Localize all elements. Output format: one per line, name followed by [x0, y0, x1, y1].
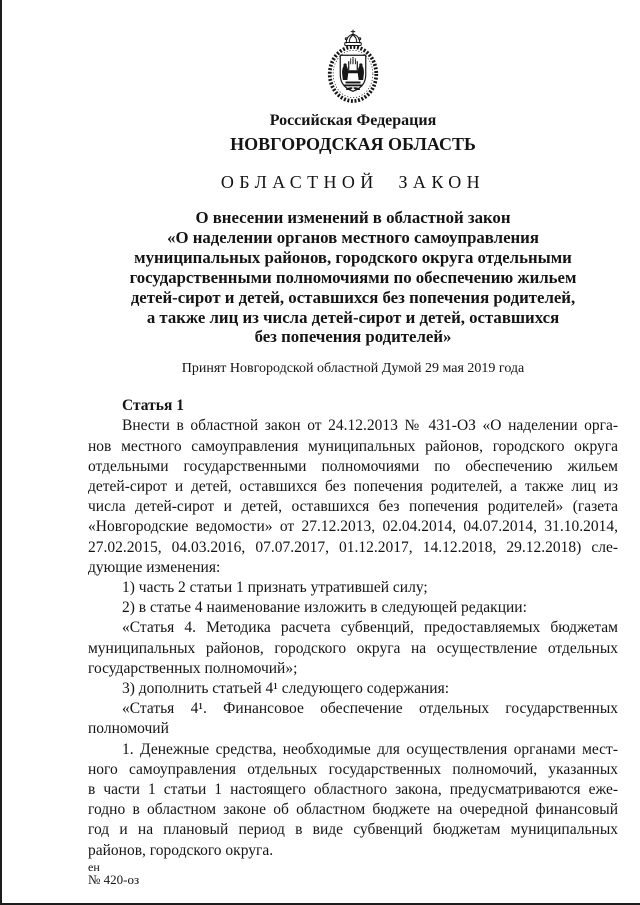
body-line: государственных полномочий»; [88, 659, 298, 677]
body-line: 27.02.2015, 04.03.2016, 07.07.2017, 01.12.2017, 14.12.2018, 29.12.2018) сле- [88, 538, 618, 556]
law-title [88, 208, 618, 347]
law-title-line: «О наделении органов местного самоуправления [167, 227, 539, 247]
law-title-line: а также лиц из числа детей-сирот и детей, оставшихся [146, 307, 560, 327]
law-title-line: муниципальных районов, городского округа отдельными [134, 247, 572, 267]
body-line: полномочий [88, 720, 169, 738]
body-line: отдельными государственными полномочиями по обеспечению жильем [88, 457, 618, 475]
law-title-line: детей-сирот и детей, оставшихся без попечения родителей, [130, 287, 576, 307]
body-line: муниципальных районов, городского округа на осуществление отдельных [88, 639, 618, 657]
body-line: дующие изменения: [88, 558, 221, 576]
article-body [88, 416, 618, 860]
novgorod-oblast-coat-of-arms-icon [88, 27, 618, 103]
document-number: № 420-оз [88, 871, 140, 887]
body-line: 1. Денежные средства, необходимые для осуществления органами мест- [122, 740, 618, 758]
law-title-line: без попечения родителей» [254, 327, 452, 347]
header-country: Российская Федерация [269, 112, 437, 129]
header-doc-type: ОБЛАСТНОЙ ЗАКОН [220, 172, 486, 192]
body-line: ного самоуправления отдельных государственных полномочий, указанных [88, 760, 618, 778]
document-content [88, 0, 618, 887]
body-line: Внести в областной закон от 24.12.2013 № 431-ОЗ «О наделении орга- [122, 417, 618, 435]
article-1-heading: Статья 1 [122, 397, 184, 415]
body-line: детей-сирот и детей, оставшихся без попечения родителей, а также лиц из [88, 477, 618, 495]
body-line: 3) дополнить статьей 4¹ следующего содержания: [122, 679, 450, 697]
body-line: «Новгородские ведомости» от 27.12.2013, 02.04.2014, 04.07.2014, 31.10.2014, [88, 518, 618, 536]
body-line: нов местного самоуправления муниципальных районов, городского округа [88, 437, 618, 455]
body-line: 1) часть 2 статьи 1 признать утратившей силу; [122, 578, 428, 596]
body-line: 2) в статье 4 наименование изложить в следующей редакции: [122, 599, 527, 617]
executor-initials: ен [88, 859, 100, 874]
footer [88, 859, 618, 887]
scan-border-left [0, 0, 2, 905]
body-line: числа детей-сирот и детей, оставшихся без попечения родителей» (газета [88, 498, 618, 516]
law-title-line: государственными полномочиями по обеспечению жильем [129, 267, 577, 287]
body-line: районов, городского округа. [88, 841, 274, 859]
body-line: годно в областном законе об областном бюджете на очередной финансовый [88, 801, 618, 819]
body-line: «Статья 4. Методика расчета субвенций, предоставляемых бюджетам [122, 619, 618, 637]
body-line: в части 1 статьи 1 настоящего областного закона, предусматриваются еже- [88, 781, 618, 798]
body-line: «Статья 4¹. Финансовое обеспечение отдельных государственных [122, 700, 618, 718]
body-line: год и на плановый период в виде субвенций бюджетам муниципальных [88, 821, 618, 839]
adoption-line: Принят Новгородской областной Думой 29 мая 2019 года [181, 361, 525, 377]
header-region: НОВГОРОДСКАЯ ОБЛАСТЬ [230, 134, 476, 154]
law-title-line: О внесении изменений в областной закон [195, 208, 511, 227]
